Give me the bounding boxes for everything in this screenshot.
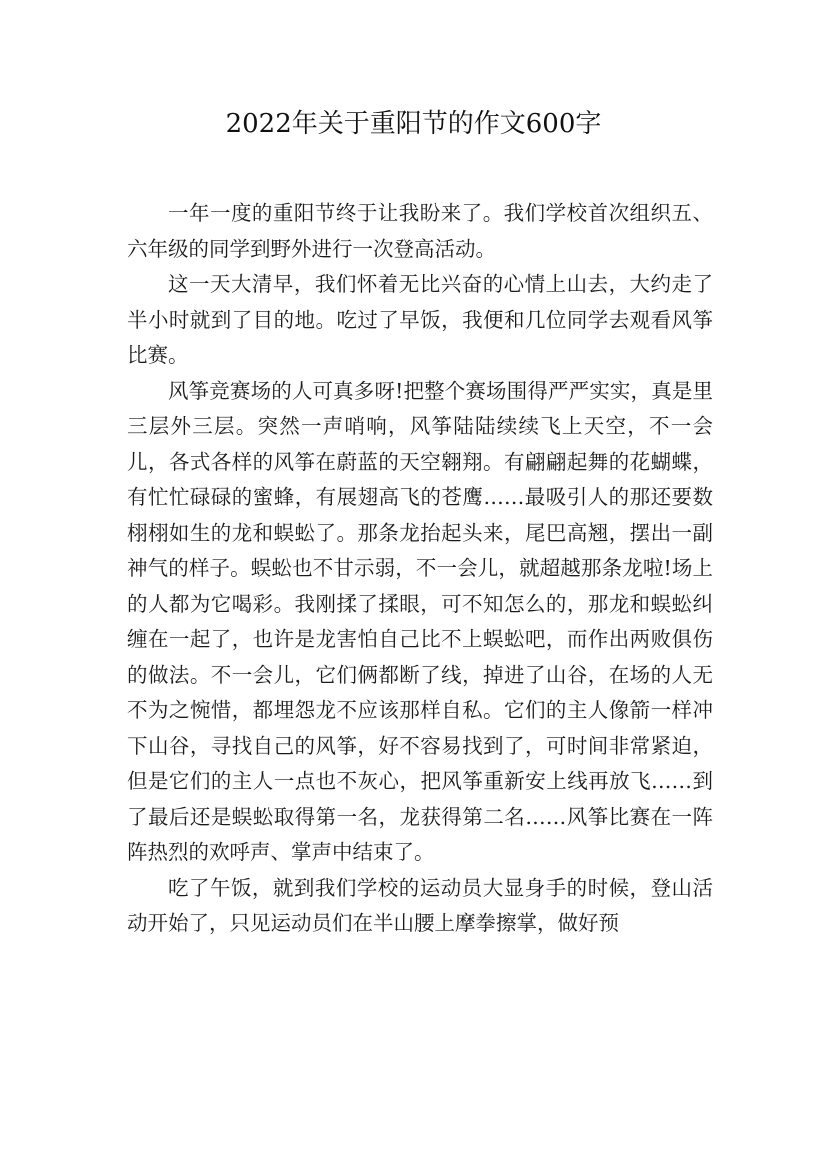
paragraph-3: 风筝竞赛场的人可真多呀!把整个赛场围得严严实实，真是里三层外三层。突然一声哨响，风筝陆陆续续飞上天空，不一会儿，各式各样的风筝在蔚蓝的天空翱翔。有翩翩起舞的花蝴蝶，有忙忙碌碌的蜜蜂，有展翅高飞的苍鹰……最吸引人的那还要数栩栩如生的龙和蜈蚣了。那条龙抬起头来，尾巴高翘，摆出一副神气的样子。蜈蚣也不甘示弱，不一会儿，就超越那条龙啦!场上的人都为它喝彩。我刚揉了揉眼，可不知怎么的，那龙和蜈蚣纠缠在一起了，也许是龙害怕自己比不上蜈蚣吧，而作出两败俱伤的做法。不一会儿，它们俩都断了线，掉进了山谷，在场的人无不为之惋惜，都埋怨龙不应该那样自私。它们的主人像箭一样冲下山谷，寻找自己的风筝，好不容易找到了，可时间非常紧迫，但是它们的主人一点也不灰心，把风筝重新安上线再放飞……到了最后还是蜈蚣取得第一名，龙获得第二名……风筝比赛在一阵阵热烈的欢呼声、掌声中结束了。 [127,378,713,864]
document-title: 2022年关于重阳节的作文600字 [225,109,602,139]
paragraph-1: 一年一度的重阳节终于让我盼来了。我们学校首次组织五、六年级的同学到野外进行一次登高活动。 [127,201,713,261]
paragraph-4: 吃了午饭，就到我们学校的运动员大显身手的时候，登山活动开始了，只见运动员们在半山腰上摩拳擦掌，做好预 [127,875,713,935]
document-body [127,196,713,942]
paragraph-2: 这一天大清早，我们怀着无比兴奋的心情上山去，大约走了半小时就到了目的地。吃过了早饭，我便和几位同学去观看风筝比赛。 [127,272,713,367]
